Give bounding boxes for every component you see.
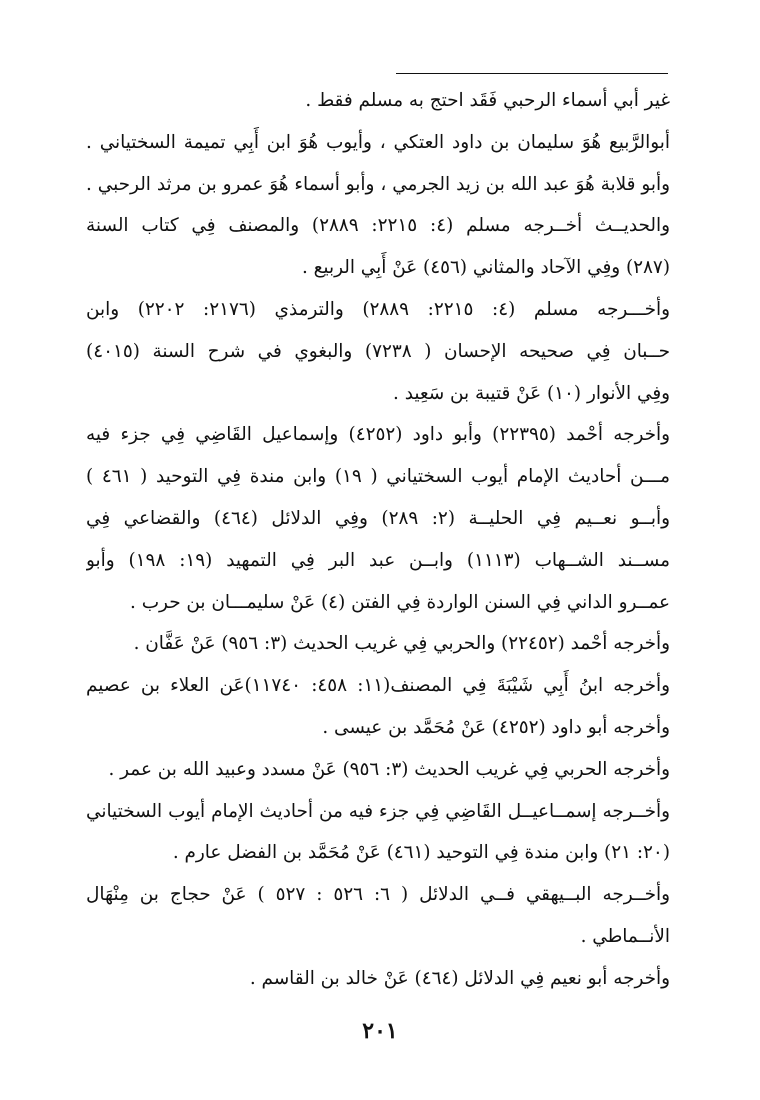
body-text [86,80,670,1000]
text-line: وأخرجه الحربي فِي غريب الحديث (٣: ٩٥٦) عَنْ مسدد وعبيد الله بن عمر . [108,758,670,780]
text-line: وأخـــرجه مسلم (٤: ٢٢١٥: ٢٨٨٩) والترمذي (٢١٧٦: ٢٢٠٢) وابن [86,298,670,320]
text-line: وأبــو نعــيم فِي الحليــة (٢: ٢٨٩) وفِي الدلائل (٤٦٤) والقضاعي فِي [86,507,670,529]
text-line: وأخــرجه البــيهقي فــي الدلائل ( ٦: ٥٢٦ : ٥٢٧ ) عَنْ حجاج بن مِنْهَال [86,884,670,906]
text-line: وأخرجه ابنُ أَبِي شَيْبَةَ فِي المصنف(١١: ٤٥٨: ١١٧٤٠)عَن العلاء بن عصيم [86,675,670,697]
text-line: والحديــث أخــرجه مسلم (٤: ٢٢١٥: ٢٨٨٩) والمصنف فِي كتاب السنة [86,215,670,237]
page-number: ٢٠١ [362,1018,398,1044]
text-line: أبوالرَّبيع هُوَ سليمان بن داود العتكي ، وأيوب هُوَ ابن أَبِي تميمة السختياني . [86,131,670,153]
text-line: الأنــماطي . [580,925,670,947]
text-line: وأخرجه أبو داود (٤٢٥٢) عَنْ مُحَمَّد بن عيسى . [322,716,670,738]
text-line: (٢٨٧) وفِي الآحاد والمثاني (٤٥٦) عَنْ أَبِي الربيع . [301,257,670,279]
text-line: حــبان فِي صحيحه الإحسان ( ٧٢٣٨) والبغوي في شرح السنة (٤٠١٥) [86,340,670,362]
text-line: غير أبي أسماء الرحبي فَقَد احتج به مسلم فقط . [305,90,670,111]
text-line: عمــرو الداني فِي السنن الواردة فِي الفتن (٤) عَنْ سليمـــان بن حرب . [130,591,670,613]
header-rule [396,73,668,74]
text-line: وأخــرجه إسمــاعيــل القَاضِي فِي جزء فيه من أحاديث الإمام أيوب السختياني [86,800,670,822]
text-line: وأبو قلابة هُوَ عبد الله بن زيد الجرمي ، وأبو أسماء هُوَ عمرو بن مرثد الرحبي . [86,173,670,195]
text-line: وأخرجه أبو نعيم فِي الدلائل (٤٦٤) عَنْ خالد بن القاسم . [249,967,670,989]
text-line: وأخرجه أحْمد (٢٢٤٥٢) والحربي فِي غريب الحديث (٣: ٩٥٦) عَنْ عَفَّان . [133,633,670,655]
text-line: وفِي الأنوار (١٠) عَنْ قتيبة بن سَعِيد . [393,382,670,404]
text-line: مـــن أحاديث الإمام أيوب السختياني ( ١٩) وابن مندة فِي التوحيد ( ٤٦١ ) [86,466,670,488]
text-line: وأخرجه أحْمد (٢٢٣٩٥) وأبو داود (٤٢٥٢) وإسماعيل القَاضِي فِي جزء فيه [86,424,670,446]
text-line: مســند الشــهاب (١١١٣) وابــن عبد البر فِي التمهيد (١٩: ١٩٨) وأبو [86,549,670,571]
text-line: (٢٠: ٢١) وابن مندة فِي التوحيد (٤٦١) عَنْ مُحَمَّد بن الفضل عارم . [172,842,670,864]
